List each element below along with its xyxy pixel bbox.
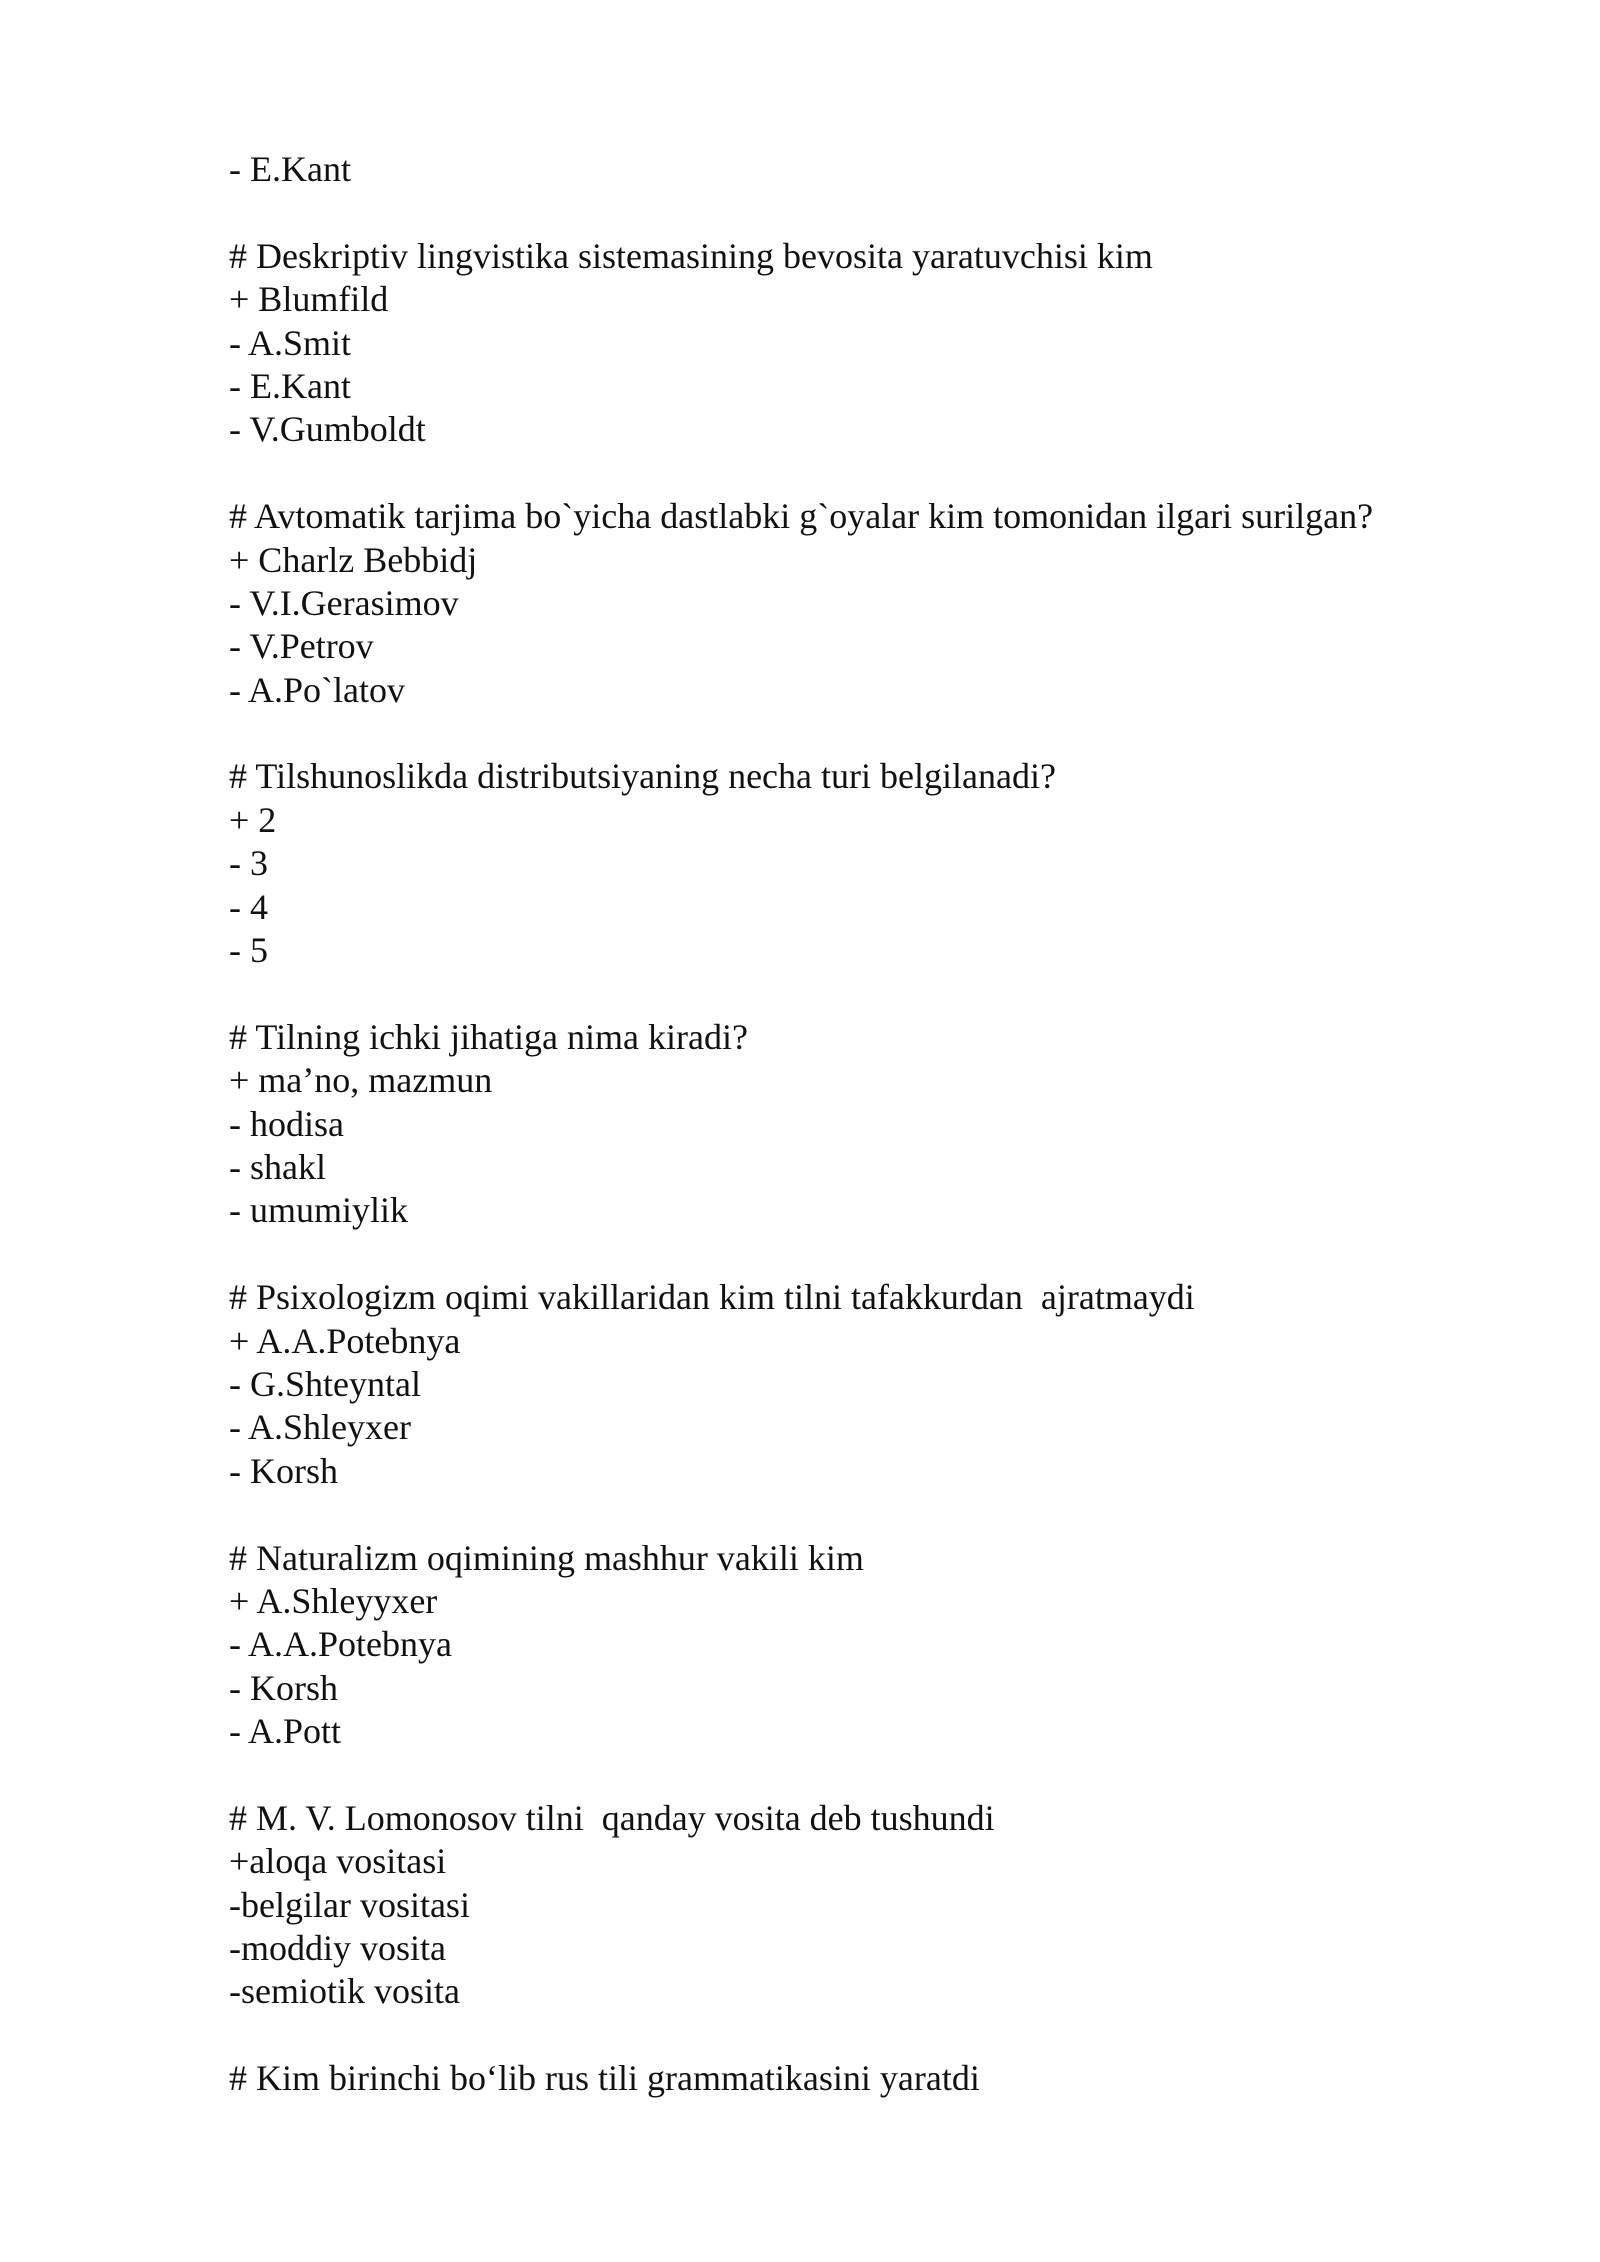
blank-line xyxy=(229,1233,1529,1276)
blank-line xyxy=(229,2014,1529,2057)
question-block xyxy=(229,235,1529,452)
option-line: + Blumfild xyxy=(229,279,389,320)
question-line: # Tilshunoslikda distributsiyaning necha turi belgilanadi? xyxy=(229,756,1056,797)
option-line: - A.Smit xyxy=(229,322,352,363)
option-line: + A.Shleyyxer xyxy=(229,1580,438,1621)
option-line: - Korsh xyxy=(229,1667,338,1708)
option-line: - Korsh xyxy=(229,1450,338,1491)
question-block xyxy=(229,1016,1529,1233)
question-line: # Deskriptiv lingvistika sistemasining bevosita yaratuvchisi kim xyxy=(229,235,1153,276)
question-line: # M. V. Lomonosov tilni qanday vosita deb tushundi xyxy=(229,1797,995,1838)
option-line: - E.Kant xyxy=(229,149,351,189)
option-line: - shakl xyxy=(229,1146,326,1187)
blank-line xyxy=(229,1493,1529,1536)
blank-line xyxy=(229,452,1529,495)
blank-line xyxy=(229,712,1529,755)
option-line: - umumiylik xyxy=(229,1190,408,1231)
option-line: - A.Pott xyxy=(229,1711,342,1752)
question-block xyxy=(229,1537,1529,1754)
question-line: # Avtomatik tarjima bo`yicha dastlabki g`oyalar kim tomonidan ilgari surilgan? xyxy=(229,496,1374,537)
option-line: +aloqa vositasi xyxy=(229,1841,447,1882)
option-line: - V.I.Gerasimov xyxy=(229,582,459,623)
question-line: # Psixologizm oqimi vakillaridan kim tilni tafakkurdan ajratmaydi xyxy=(229,1277,1195,1318)
option-line: - 5 xyxy=(229,930,268,971)
option-line: - hodisa xyxy=(229,1103,344,1144)
option-line: - G.Shteyntal xyxy=(229,1363,421,1404)
option-line: - V.Gumboldt xyxy=(229,409,426,450)
option-line: + 2 xyxy=(229,799,277,840)
option-line: + A.A.Potebnya xyxy=(229,1320,461,1361)
question-block xyxy=(229,755,1529,972)
option-line: -moddiy vosita xyxy=(229,1928,446,1969)
question-line: # Naturalizm oqimining mashhur vakili kim xyxy=(229,1537,864,1578)
option-line: + Charlz Bebbidj xyxy=(229,539,478,580)
option-line: -semiotik vosita xyxy=(229,1971,460,2012)
option-line: - V.Petrov xyxy=(229,626,374,667)
blank-line xyxy=(229,1753,1529,1796)
blank-line xyxy=(229,191,1529,234)
option-line: - A.A.Potebnya xyxy=(229,1624,452,1665)
question-block xyxy=(229,1276,1529,1493)
quiz-content xyxy=(229,148,1529,2101)
option-line: - E.Kant xyxy=(229,365,351,406)
option-line: - 4 xyxy=(229,886,268,927)
option-line: + ma’no, mazmun xyxy=(229,1060,493,1101)
question-line: # Kim birinchi bo‘lib rus tili grammatikasini yaratdi xyxy=(229,2058,980,2099)
question-block xyxy=(229,1797,1529,2014)
option-line: - A.Po`latov xyxy=(229,669,405,710)
blank-line xyxy=(229,972,1529,1015)
option-line: - A.Shleyxer xyxy=(229,1407,411,1448)
option-line: -belgilar vositasi xyxy=(229,1884,470,1925)
option-line: - 3 xyxy=(229,843,268,884)
question-block xyxy=(229,495,1529,712)
question-line: # Tilning ichki jihatiga nima kiradi? xyxy=(229,1016,748,1057)
